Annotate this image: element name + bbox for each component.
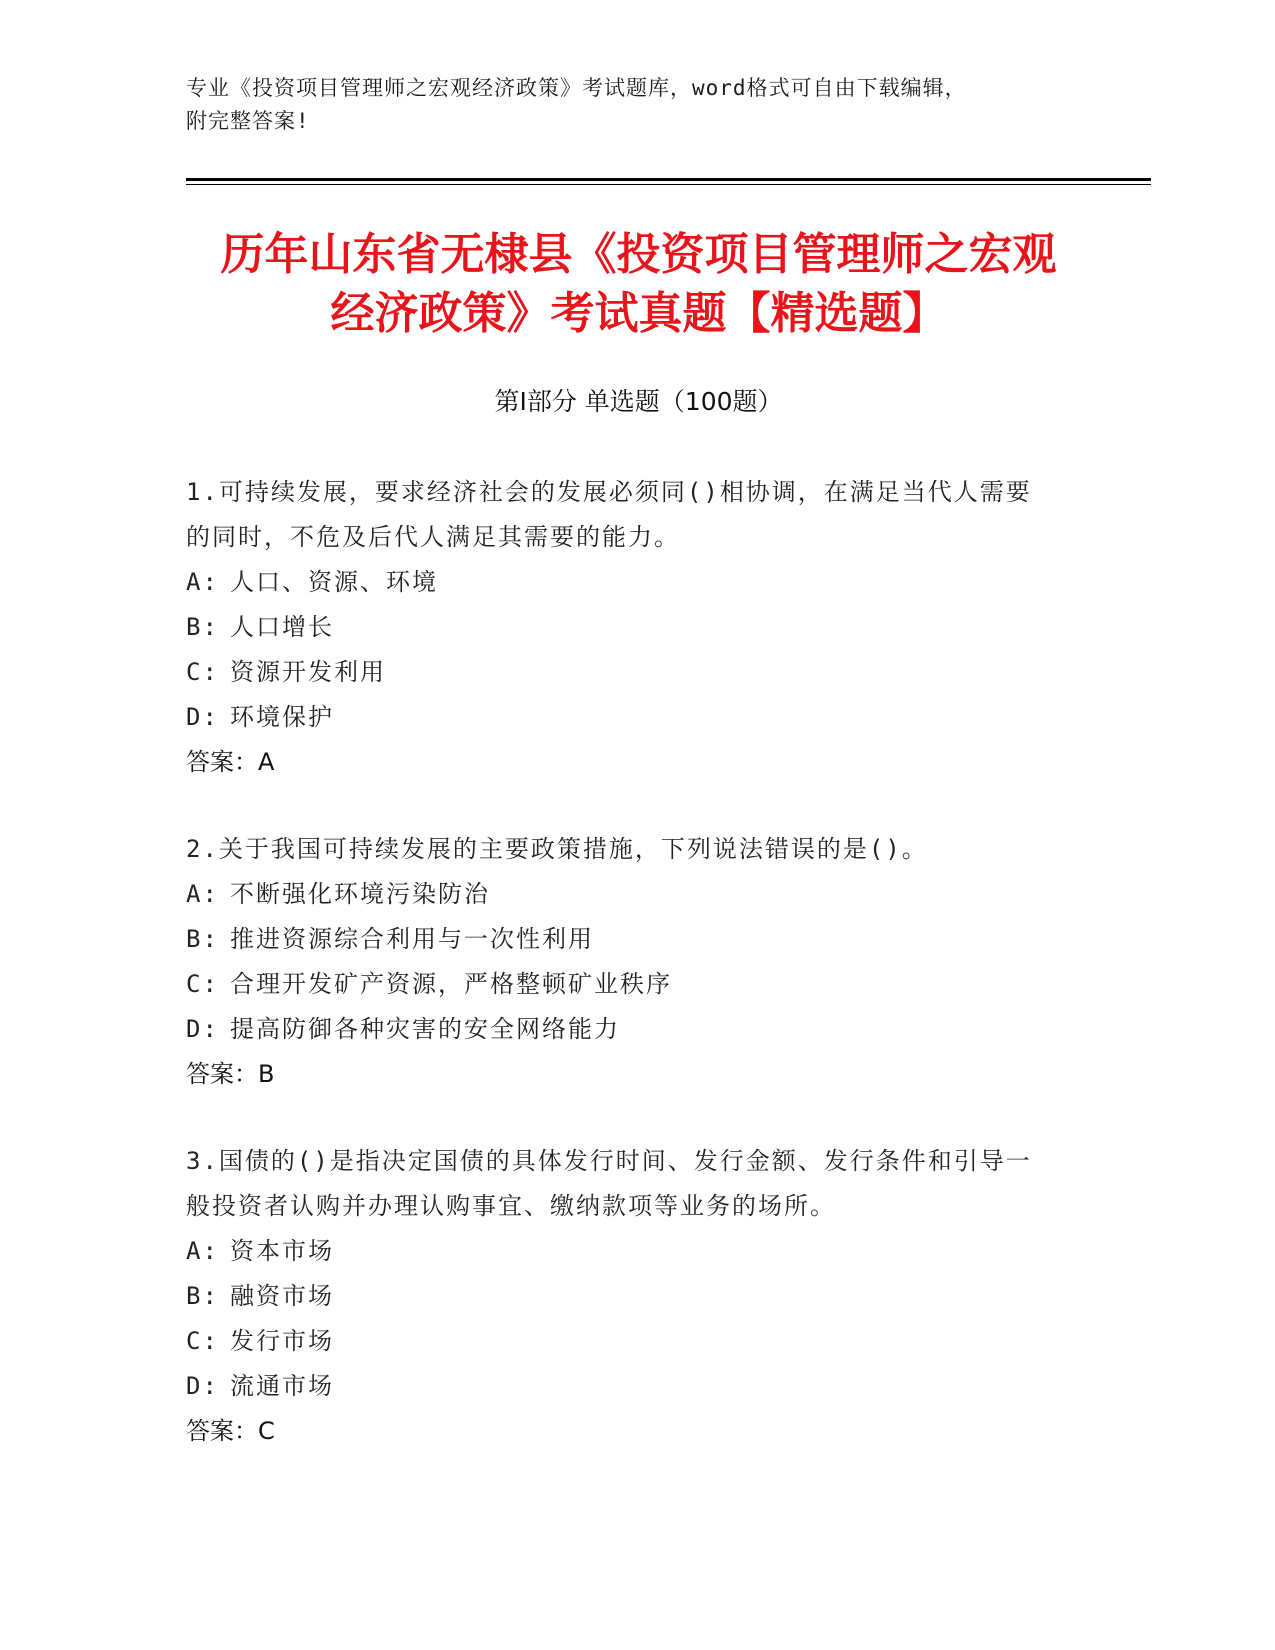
question-3	[186, 1139, 1056, 1454]
option-letter: D:	[186, 1372, 219, 1400]
option-b	[186, 605, 1056, 650]
option-letter: A:	[186, 568, 219, 596]
option-letter: C:	[186, 658, 219, 686]
option-b	[186, 917, 1056, 962]
section-heading: 第Ⅰ部分 单选题（100题）	[494, 387, 783, 416]
option-text: 推进资源综合利用与一次性利用	[230, 925, 594, 953]
option-letter: D:	[186, 703, 219, 731]
answer: 答案：C	[186, 1417, 275, 1445]
question-stem: 2.关于我国可持续发展的主要政策措施，下列说法错误的是()。	[186, 835, 928, 863]
option-c	[186, 962, 1056, 1007]
option-text: 流通市场	[230, 1372, 334, 1400]
document-title	[186, 225, 1091, 343]
option-letter: C:	[186, 1327, 219, 1355]
question-stem: 3.国债的()是指决定国债的具体发行时间、发行金额、发行条件和引导一般投资者认购并办理认购事宜、缴纳款项等业务的场所。	[186, 1147, 1032, 1220]
option-c	[186, 650, 1056, 695]
option-text: 发行市场	[230, 1327, 334, 1355]
option-letter: B:	[186, 925, 219, 953]
header-note-line-2: 附完整答案!	[186, 109, 310, 133]
option-text: 融资市场	[230, 1282, 334, 1310]
question-2	[186, 827, 1056, 1097]
option-d	[186, 1007, 1056, 1052]
option-a	[186, 1229, 1056, 1274]
question-1	[186, 470, 1056, 785]
option-letter: C:	[186, 970, 219, 998]
option-letter: A:	[186, 1237, 219, 1265]
option-text: 合理开发矿产资源，严格整顿矿业秩序	[230, 970, 672, 998]
option-c	[186, 1319, 1056, 1364]
document-title-line-2: 经济政策》考试真题【精选题】	[330, 288, 947, 339]
question-list	[186, 470, 1056, 1496]
option-b	[186, 1274, 1056, 1319]
answer: 答案：A	[186, 748, 275, 776]
header-note-line-1: 专业《投资项目管理师之宏观经济政策》考试题库，word格式可自由下载编辑，	[186, 76, 967, 100]
document-title-line-1: 历年山东省无棣县《投资项目管理师之宏观	[220, 229, 1057, 280]
option-a	[186, 872, 1056, 917]
answer: 答案：B	[186, 1060, 275, 1088]
header-note	[186, 72, 1086, 138]
option-text: 环境保护	[230, 703, 334, 731]
header-divider-thick	[186, 178, 1151, 181]
question-stem: 1.可持续发展，要求经济社会的发展必须同()相协调，在满足当代人需要的同时，不危及后代人满足其需要的能力。	[186, 478, 1032, 551]
header-divider-thin	[186, 184, 1151, 185]
option-text: 人口增长	[230, 613, 334, 641]
option-d	[186, 1364, 1056, 1409]
option-letter: A:	[186, 880, 219, 908]
option-d	[186, 695, 1056, 740]
option-letter: B:	[186, 1282, 219, 1310]
option-text: 提高防御各种灾害的安全网络能力	[230, 1015, 620, 1043]
option-letter: B:	[186, 613, 219, 641]
option-text: 资源开发利用	[230, 658, 386, 686]
option-a	[186, 560, 1056, 605]
option-text: 不断强化环境污染防治	[230, 880, 490, 908]
option-letter: D:	[186, 1015, 219, 1043]
option-text: 资本市场	[230, 1237, 334, 1265]
option-text: 人口、资源、环境	[230, 568, 438, 596]
